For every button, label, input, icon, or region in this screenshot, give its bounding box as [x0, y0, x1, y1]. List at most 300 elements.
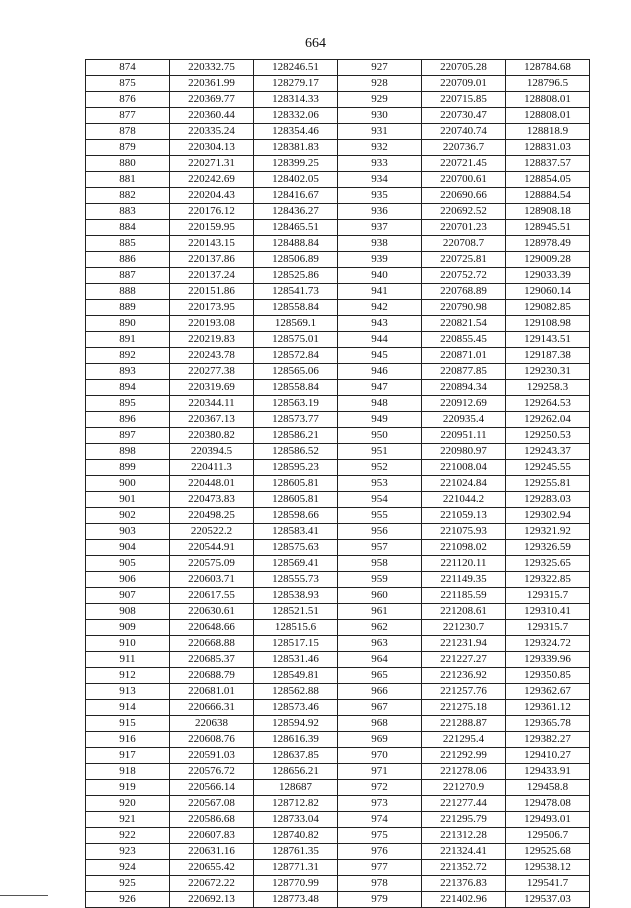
y-coordinate-right-cell: 128796.5: [506, 76, 590, 92]
y-coordinate-left-cell: 128541.73: [254, 284, 338, 300]
point-number-left-cell: 897: [86, 428, 170, 444]
y-coordinate-left-cell: 128605.81: [254, 492, 338, 508]
y-coordinate-left-cell: 128595.23: [254, 460, 338, 476]
x-coordinate-left-cell: 220380.82: [170, 428, 254, 444]
x-coordinate-left-cell: 220544.91: [170, 540, 254, 556]
x-coordinate-right-cell: 220935.4: [422, 412, 506, 428]
point-number-left-cell: 888: [86, 284, 170, 300]
point-number-left-cell: 892: [86, 348, 170, 364]
point-number-left-cell: 904: [86, 540, 170, 556]
point-number-left-cell: 918: [86, 764, 170, 780]
table-row: [86, 76, 590, 92]
x-coordinate-left-cell: 220219.83: [170, 332, 254, 348]
point-number-left-cell: 891: [86, 332, 170, 348]
y-coordinate-left-cell: 128761.35: [254, 844, 338, 860]
point-number-right-cell: 927: [338, 60, 422, 76]
table-row: [86, 188, 590, 204]
x-coordinate-left-cell: 220335.24: [170, 124, 254, 140]
point-number-right-cell: 961: [338, 604, 422, 620]
x-coordinate-right-cell: 220752.72: [422, 268, 506, 284]
point-number-right-cell: 970: [338, 748, 422, 764]
y-coordinate-left-cell: 128740.82: [254, 828, 338, 844]
point-number-left-cell: 877: [86, 108, 170, 124]
point-number-left-cell: 895: [86, 396, 170, 412]
y-coordinate-left-cell: 128575.63: [254, 540, 338, 556]
point-number-right-cell: 953: [338, 476, 422, 492]
x-coordinate-right-cell: 220730.47: [422, 108, 506, 124]
y-coordinate-right-cell: 128854.05: [506, 172, 590, 188]
x-coordinate-right-cell: 220740.74: [422, 124, 506, 140]
table-row: [86, 236, 590, 252]
point-number-right-cell: 959: [338, 572, 422, 588]
y-coordinate-left-cell: 128712.82: [254, 796, 338, 812]
x-coordinate-right-cell: 221120.11: [422, 556, 506, 572]
y-coordinate-right-cell: 129255.81: [506, 476, 590, 492]
point-number-right-cell: 962: [338, 620, 422, 636]
point-number-right-cell: 969: [338, 732, 422, 748]
point-number-left-cell: 919: [86, 780, 170, 796]
point-number-right-cell: 943: [338, 316, 422, 332]
x-coordinate-right-cell: 220692.52: [422, 204, 506, 220]
table-row: [86, 604, 590, 620]
point-number-left-cell: 924: [86, 860, 170, 876]
y-coordinate-right-cell: 128831.03: [506, 140, 590, 156]
point-number-left-cell: 874: [86, 60, 170, 76]
x-coordinate-left-cell: 220243.78: [170, 348, 254, 364]
table-row: [86, 668, 590, 684]
x-coordinate-right-cell: 220701.23: [422, 220, 506, 236]
x-coordinate-left-cell: 220522.2: [170, 524, 254, 540]
point-number-right-cell: 945: [338, 348, 422, 364]
table-row: [86, 268, 590, 284]
x-coordinate-right-cell: 221008.04: [422, 460, 506, 476]
point-number-left-cell: 915: [86, 716, 170, 732]
point-number-right-cell: 931: [338, 124, 422, 140]
point-number-left-cell: 894: [86, 380, 170, 396]
y-coordinate-right-cell: 128978.49: [506, 236, 590, 252]
y-coordinate-left-cell: 128565.06: [254, 364, 338, 380]
x-coordinate-right-cell: 221295.4: [422, 732, 506, 748]
x-coordinate-right-cell: 221292.99: [422, 748, 506, 764]
table-row: [86, 748, 590, 764]
x-coordinate-right-cell: 220894.34: [422, 380, 506, 396]
point-number-left-cell: 916: [86, 732, 170, 748]
y-coordinate-right-cell: 129339.96: [506, 652, 590, 668]
y-coordinate-right-cell: 129350.85: [506, 668, 590, 684]
x-coordinate-right-cell: 221236.92: [422, 668, 506, 684]
point-number-left-cell: 913: [86, 684, 170, 700]
y-coordinate-right-cell: 129493.01: [506, 812, 590, 828]
x-coordinate-right-cell: 221324.41: [422, 844, 506, 860]
point-number-right-cell: 930: [338, 108, 422, 124]
x-coordinate-right-cell: 220708.7: [422, 236, 506, 252]
table-row: [86, 476, 590, 492]
x-coordinate-left-cell: 220473.83: [170, 492, 254, 508]
table-row: [86, 300, 590, 316]
y-coordinate-right-cell: 129538.12: [506, 860, 590, 876]
x-coordinate-right-cell: 220690.66: [422, 188, 506, 204]
y-coordinate-left-cell: 128521.51: [254, 604, 338, 620]
x-coordinate-left-cell: 220369.77: [170, 92, 254, 108]
y-coordinate-left-cell: 128569.1: [254, 316, 338, 332]
point-number-left-cell: 917: [86, 748, 170, 764]
y-coordinate-left-cell: 128465.51: [254, 220, 338, 236]
table-row: [86, 588, 590, 604]
point-number-left-cell: 926: [86, 892, 170, 908]
y-coordinate-left-cell: 128594.92: [254, 716, 338, 732]
point-number-left-cell: 923: [86, 844, 170, 860]
point-number-left-cell: 890: [86, 316, 170, 332]
table-row: [86, 332, 590, 348]
y-coordinate-left-cell: 128517.15: [254, 636, 338, 652]
x-coordinate-right-cell: 220790.98: [422, 300, 506, 316]
point-number-right-cell: 967: [338, 700, 422, 716]
x-coordinate-left-cell: 220586.68: [170, 812, 254, 828]
y-coordinate-left-cell: 128531.46: [254, 652, 338, 668]
x-coordinate-left-cell: 220668.88: [170, 636, 254, 652]
x-coordinate-left-cell: 220655.42: [170, 860, 254, 876]
table-row: [86, 796, 590, 812]
point-number-left-cell: 875: [86, 76, 170, 92]
x-coordinate-right-cell: 220721.45: [422, 156, 506, 172]
y-coordinate-left-cell: 128402.05: [254, 172, 338, 188]
x-coordinate-left-cell: 220666.31: [170, 700, 254, 716]
y-coordinate-left-cell: 128575.01: [254, 332, 338, 348]
y-coordinate-right-cell: 129433.91: [506, 764, 590, 780]
x-coordinate-left-cell: 220344.11: [170, 396, 254, 412]
point-number-right-cell: 952: [338, 460, 422, 476]
x-coordinate-left-cell: 220575.09: [170, 556, 254, 572]
y-coordinate-left-cell: 128773.48: [254, 892, 338, 908]
footnote-rule: [0, 895, 48, 896]
y-coordinate-right-cell: 129361.12: [506, 700, 590, 716]
y-coordinate-right-cell: 129082.85: [506, 300, 590, 316]
y-coordinate-right-cell: 128808.01: [506, 108, 590, 124]
x-coordinate-right-cell: 221402.96: [422, 892, 506, 908]
y-coordinate-right-cell: 129324.72: [506, 636, 590, 652]
table-row: [86, 508, 590, 524]
x-coordinate-left-cell: 220630.61: [170, 604, 254, 620]
point-number-left-cell: 907: [86, 588, 170, 604]
x-coordinate-right-cell: 221231.94: [422, 636, 506, 652]
y-coordinate-left-cell: 128525.86: [254, 268, 338, 284]
x-coordinate-right-cell: 221149.35: [422, 572, 506, 588]
x-coordinate-right-cell: 220700.61: [422, 172, 506, 188]
point-number-right-cell: 964: [338, 652, 422, 668]
point-number-left-cell: 896: [86, 412, 170, 428]
y-coordinate-right-cell: 129262.04: [506, 412, 590, 428]
x-coordinate-left-cell: 220681.01: [170, 684, 254, 700]
y-coordinate-right-cell: 128945.51: [506, 220, 590, 236]
table-row: [86, 620, 590, 636]
point-number-right-cell: 963: [338, 636, 422, 652]
point-number-left-cell: 912: [86, 668, 170, 684]
x-coordinate-right-cell: 220715.85: [422, 92, 506, 108]
point-number-left-cell: 920: [86, 796, 170, 812]
point-number-left-cell: 878: [86, 124, 170, 140]
y-coordinate-left-cell: 128381.83: [254, 140, 338, 156]
point-number-left-cell: 908: [86, 604, 170, 620]
point-number-right-cell: 971: [338, 764, 422, 780]
y-coordinate-right-cell: 129410.27: [506, 748, 590, 764]
x-coordinate-right-cell: 220855.45: [422, 332, 506, 348]
point-number-right-cell: 956: [338, 524, 422, 540]
y-coordinate-right-cell: 128884.54: [506, 188, 590, 204]
y-coordinate-right-cell: 129245.55: [506, 460, 590, 476]
y-coordinate-left-cell: 128770.99: [254, 876, 338, 892]
x-coordinate-right-cell: 221257.76: [422, 684, 506, 700]
point-number-left-cell: 885: [86, 236, 170, 252]
table-row: [86, 380, 590, 396]
point-number-right-cell: 948: [338, 396, 422, 412]
y-coordinate-left-cell: 128279.17: [254, 76, 338, 92]
x-coordinate-right-cell: 221208.61: [422, 604, 506, 620]
x-coordinate-left-cell: 220591.03: [170, 748, 254, 764]
y-coordinate-right-cell: 129537.03: [506, 892, 590, 908]
y-coordinate-right-cell: 129258.3: [506, 380, 590, 396]
point-number-left-cell: 922: [86, 828, 170, 844]
point-number-left-cell: 889: [86, 300, 170, 316]
table-row: [86, 700, 590, 716]
y-coordinate-left-cell: 128506.89: [254, 252, 338, 268]
point-number-left-cell: 899: [86, 460, 170, 476]
table-row: [86, 780, 590, 796]
y-coordinate-right-cell: 129541.7: [506, 876, 590, 892]
point-number-right-cell: 939: [338, 252, 422, 268]
y-coordinate-right-cell: 129108.98: [506, 316, 590, 332]
point-number-right-cell: 979: [338, 892, 422, 908]
x-coordinate-right-cell: 221230.7: [422, 620, 506, 636]
table-row: [86, 524, 590, 540]
point-number-right-cell: 935: [338, 188, 422, 204]
table-row: [86, 460, 590, 476]
point-number-right-cell: 965: [338, 668, 422, 684]
x-coordinate-right-cell: 220871.01: [422, 348, 506, 364]
x-coordinate-left-cell: 220672.22: [170, 876, 254, 892]
y-coordinate-left-cell: 128572.84: [254, 348, 338, 364]
x-coordinate-right-cell: 221044.2: [422, 492, 506, 508]
x-coordinate-left-cell: 220360.44: [170, 108, 254, 124]
point-number-left-cell: 906: [86, 572, 170, 588]
y-coordinate-left-cell: 128558.84: [254, 380, 338, 396]
point-number-left-cell: 880: [86, 156, 170, 172]
point-number-right-cell: 950: [338, 428, 422, 444]
x-coordinate-left-cell: 220448.01: [170, 476, 254, 492]
point-number-left-cell: 925: [86, 876, 170, 892]
x-coordinate-right-cell: 221185.59: [422, 588, 506, 604]
y-coordinate-left-cell: 128598.66: [254, 508, 338, 524]
x-coordinate-left-cell: 220137.24: [170, 268, 254, 284]
table-row: [86, 732, 590, 748]
table-row: [86, 316, 590, 332]
y-coordinate-right-cell: 128908.18: [506, 204, 590, 220]
point-number-right-cell: 942: [338, 300, 422, 316]
y-coordinate-left-cell: 128616.39: [254, 732, 338, 748]
y-coordinate-right-cell: 129322.85: [506, 572, 590, 588]
table-row: [86, 684, 590, 700]
y-coordinate-left-cell: 128515.6: [254, 620, 338, 636]
x-coordinate-left-cell: 220688.79: [170, 668, 254, 684]
point-number-left-cell: 887: [86, 268, 170, 284]
point-number-left-cell: 910: [86, 636, 170, 652]
point-number-right-cell: 958: [338, 556, 422, 572]
x-coordinate-right-cell: 221295.79: [422, 812, 506, 828]
y-coordinate-left-cell: 128488.84: [254, 236, 338, 252]
y-coordinate-left-cell: 128573.77: [254, 412, 338, 428]
point-number-right-cell: 949: [338, 412, 422, 428]
x-coordinate-right-cell: 221278.06: [422, 764, 506, 780]
y-coordinate-left-cell: 128656.21: [254, 764, 338, 780]
x-coordinate-left-cell: 220159.95: [170, 220, 254, 236]
point-number-right-cell: 947: [338, 380, 422, 396]
y-coordinate-left-cell: 128562.88: [254, 684, 338, 700]
y-coordinate-right-cell: 129033.39: [506, 268, 590, 284]
y-coordinate-right-cell: 129250.53: [506, 428, 590, 444]
point-number-left-cell: 921: [86, 812, 170, 828]
x-coordinate-left-cell: 220271.31: [170, 156, 254, 172]
y-coordinate-left-cell: 128733.04: [254, 812, 338, 828]
y-coordinate-left-cell: 128637.85: [254, 748, 338, 764]
x-coordinate-left-cell: 220648.66: [170, 620, 254, 636]
y-coordinate-right-cell: 129315.7: [506, 620, 590, 636]
y-coordinate-right-cell: 129365.78: [506, 716, 590, 732]
x-coordinate-right-cell: 221024.84: [422, 476, 506, 492]
table-row: [86, 556, 590, 572]
y-coordinate-right-cell: 129325.65: [506, 556, 590, 572]
y-coordinate-left-cell: 128354.46: [254, 124, 338, 140]
x-coordinate-left-cell: 220367.13: [170, 412, 254, 428]
table-row: [86, 652, 590, 668]
y-coordinate-right-cell: 128837.57: [506, 156, 590, 172]
point-number-right-cell: 975: [338, 828, 422, 844]
y-coordinate-left-cell: 128549.81: [254, 668, 338, 684]
y-coordinate-right-cell: 129478.08: [506, 796, 590, 812]
table-row: [86, 764, 590, 780]
point-number-left-cell: 901: [86, 492, 170, 508]
table-row: [86, 636, 590, 652]
coordinates-table-body: [86, 60, 590, 908]
y-coordinate-left-cell: 128586.21: [254, 428, 338, 444]
x-coordinate-right-cell: 221075.93: [422, 524, 506, 540]
x-coordinate-right-cell: 221288.87: [422, 716, 506, 732]
point-number-left-cell: 902: [86, 508, 170, 524]
point-number-right-cell: 941: [338, 284, 422, 300]
table-row: [86, 828, 590, 844]
table-row: [86, 92, 590, 108]
y-coordinate-left-cell: 128687: [254, 780, 338, 796]
x-coordinate-left-cell: 220151.86: [170, 284, 254, 300]
x-coordinate-left-cell: 220319.69: [170, 380, 254, 396]
x-coordinate-right-cell: 220951.11: [422, 428, 506, 444]
point-number-right-cell: 957: [338, 540, 422, 556]
x-coordinate-left-cell: 220685.37: [170, 652, 254, 668]
y-coordinate-left-cell: 128586.52: [254, 444, 338, 460]
x-coordinate-left-cell: 220277.38: [170, 364, 254, 380]
x-coordinate-left-cell: 220176.12: [170, 204, 254, 220]
x-coordinate-right-cell: 220821.54: [422, 316, 506, 332]
x-coordinate-right-cell: 220768.89: [422, 284, 506, 300]
x-coordinate-right-cell: 220736.7: [422, 140, 506, 156]
point-number-left-cell: 882: [86, 188, 170, 204]
point-number-left-cell: 905: [86, 556, 170, 572]
x-coordinate-left-cell: 220137.86: [170, 252, 254, 268]
x-coordinate-left-cell: 220617.55: [170, 588, 254, 604]
x-coordinate-left-cell: 220361.99: [170, 76, 254, 92]
point-number-left-cell: 883: [86, 204, 170, 220]
y-coordinate-left-cell: 128569.41: [254, 556, 338, 572]
point-number-right-cell: 978: [338, 876, 422, 892]
y-coordinate-left-cell: 128555.73: [254, 572, 338, 588]
y-coordinate-left-cell: 128573.46: [254, 700, 338, 716]
x-coordinate-left-cell: 220631.16: [170, 844, 254, 860]
y-coordinate-right-cell: 129326.59: [506, 540, 590, 556]
point-number-left-cell: 914: [86, 700, 170, 716]
point-number-right-cell: 974: [338, 812, 422, 828]
point-number-right-cell: 954: [338, 492, 422, 508]
table-row: [86, 348, 590, 364]
point-number-right-cell: 934: [338, 172, 422, 188]
x-coordinate-left-cell: 220304.13: [170, 140, 254, 156]
x-coordinate-right-cell: 221275.18: [422, 700, 506, 716]
table-row: [86, 444, 590, 460]
y-coordinate-right-cell: 129458.8: [506, 780, 590, 796]
table-row: [86, 220, 590, 236]
x-coordinate-right-cell: 221227.27: [422, 652, 506, 668]
point-number-right-cell: 966: [338, 684, 422, 700]
x-coordinate-left-cell: 220242.69: [170, 172, 254, 188]
x-coordinate-left-cell: 220204.43: [170, 188, 254, 204]
x-coordinate-left-cell: 220193.08: [170, 316, 254, 332]
x-coordinate-left-cell: 220498.25: [170, 508, 254, 524]
point-number-right-cell: 938: [338, 236, 422, 252]
y-coordinate-left-cell: 128399.25: [254, 156, 338, 172]
y-coordinate-right-cell: 129187.38: [506, 348, 590, 364]
table-row: [86, 716, 590, 732]
coordinates-table: [85, 59, 590, 908]
table-row: [86, 396, 590, 412]
x-coordinate-right-cell: 221098.02: [422, 540, 506, 556]
y-coordinate-left-cell: 128436.27: [254, 204, 338, 220]
x-coordinate-left-cell: 220638: [170, 716, 254, 732]
point-number-right-cell: 940: [338, 268, 422, 284]
x-coordinate-right-cell: 220705.28: [422, 60, 506, 76]
point-number-right-cell: 933: [338, 156, 422, 172]
table-row: [86, 60, 590, 76]
x-coordinate-left-cell: 220603.71: [170, 572, 254, 588]
y-coordinate-left-cell: 128563.19: [254, 396, 338, 412]
point-number-left-cell: 909: [86, 620, 170, 636]
point-number-right-cell: 946: [338, 364, 422, 380]
y-coordinate-right-cell: 128784.68: [506, 60, 590, 76]
y-coordinate-right-cell: 129264.53: [506, 396, 590, 412]
point-number-right-cell: 960: [338, 588, 422, 604]
point-number-right-cell: 936: [338, 204, 422, 220]
table-row: [86, 428, 590, 444]
point-number-right-cell: 937: [338, 220, 422, 236]
y-coordinate-right-cell: 129143.51: [506, 332, 590, 348]
point-number-right-cell: 944: [338, 332, 422, 348]
x-coordinate-left-cell: 220143.15: [170, 236, 254, 252]
y-coordinate-left-cell: 128771.31: [254, 860, 338, 876]
table-row: [86, 860, 590, 876]
table-row: [86, 252, 590, 268]
x-coordinate-left-cell: 220332.75: [170, 60, 254, 76]
y-coordinate-right-cell: 128818.9: [506, 124, 590, 140]
point-number-left-cell: 911: [86, 652, 170, 668]
point-number-right-cell: 929: [338, 92, 422, 108]
table-row: [86, 140, 590, 156]
point-number-right-cell: 976: [338, 844, 422, 860]
